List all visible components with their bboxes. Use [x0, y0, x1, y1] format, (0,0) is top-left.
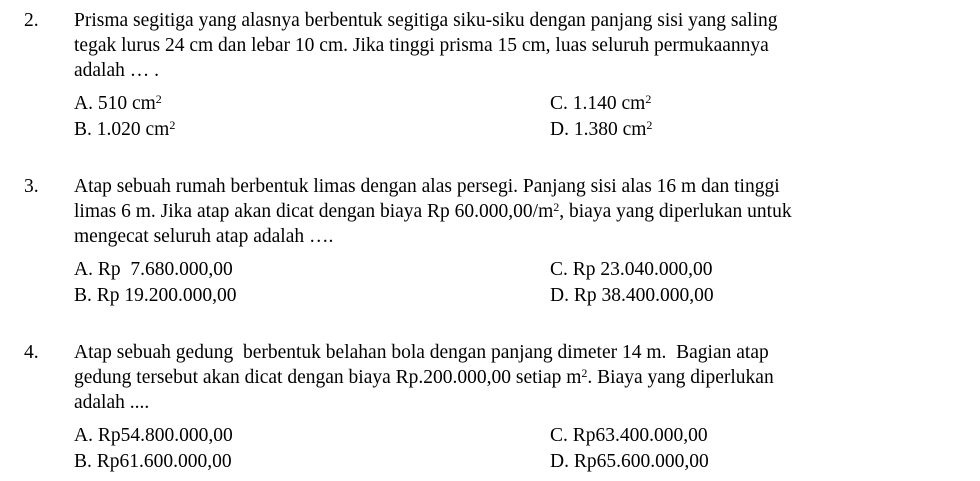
question-line-part: , biaya yang diperlukan untuk	[559, 201, 792, 222]
option-label: C.	[550, 259, 568, 280]
question-number: 3.	[24, 176, 39, 197]
option-b	[74, 283, 237, 308]
option-value: Rp 19.200.000,00	[96, 285, 237, 306]
question-line	[74, 365, 969, 390]
option-value: Rp 38.400.000,00	[573, 285, 714, 306]
option-a	[74, 257, 233, 282]
question-text	[74, 174, 969, 249]
question-line: adalah ....	[74, 392, 150, 413]
option-label: B.	[74, 285, 92, 306]
option-value: 1.020 cm	[96, 119, 170, 140]
question-line: Atap sebuah rumah berbentuk limas dengan alas persegi. Panjang sisi alas 16 m dan tinggi	[74, 176, 780, 197]
option-d	[550, 283, 714, 308]
option-value: 510 cm	[97, 93, 156, 114]
question-line: adalah … .	[74, 60, 160, 81]
question-line: mengecat seluruh atap adalah ….	[74, 226, 334, 247]
superscript: 2	[646, 118, 653, 132]
option-d	[550, 117, 652, 142]
superscript: 2	[553, 200, 560, 214]
option-b	[74, 449, 232, 474]
question-line: Prisma segitiga yang alasnya berbentuk segitiga siku-siku dengan panjang sisi yang saling	[74, 10, 778, 31]
option-value: 1.140 cm	[572, 93, 646, 114]
option-label: C.	[550, 93, 568, 114]
question-line-part: gedung tersebut akan dicat dengan biaya Rp.200.000,00 setiap m	[74, 367, 582, 388]
option-a	[74, 423, 233, 448]
option-value: Rp61.600.000,00	[96, 451, 232, 472]
question-line	[74, 199, 969, 224]
question-line-part: . Biaya yang diperlukan	[587, 367, 774, 388]
option-b	[74, 117, 175, 142]
option-label: B.	[74, 451, 92, 472]
superscript: 2	[581, 366, 588, 380]
option-c	[550, 423, 708, 448]
option-value: 1.380 cm	[573, 119, 647, 140]
option-value: Rp65.600.000,00	[573, 451, 709, 472]
option-value: Rp54.800.000,00	[97, 425, 233, 446]
option-value: Rp 23.040.000,00	[572, 259, 713, 280]
question-text	[74, 340, 969, 415]
option-label: A.	[74, 93, 93, 114]
question-number: 2.	[24, 10, 39, 31]
option-label: B.	[74, 119, 92, 140]
question-line: Atap sebuah gedung berbentuk belahan bola dengan panjang dimeter 14 m. Bagian atap	[74, 342, 769, 363]
superscript: 2	[155, 92, 162, 106]
superscript: 2	[169, 118, 176, 132]
question-text	[74, 8, 969, 83]
question-line: tegak lurus 24 cm dan lebar 10 cm. Jika tinggi prisma 15 cm, luas seluruh permukaannya	[74, 35, 769, 56]
option-label: D.	[550, 451, 569, 472]
option-label: A.	[74, 425, 93, 446]
option-value: Rp 7.680.000,00	[97, 259, 233, 280]
option-label: D.	[550, 119, 569, 140]
question-number: 4.	[24, 342, 39, 363]
option-c	[550, 91, 651, 116]
superscript: 2	[645, 92, 652, 106]
option-a	[74, 91, 162, 116]
option-label: A.	[74, 259, 93, 280]
option-d	[550, 449, 709, 474]
option-c	[550, 257, 713, 282]
option-value: Rp63.400.000,00	[572, 425, 708, 446]
option-label: D.	[550, 285, 569, 306]
option-label: C.	[550, 425, 568, 446]
question-line-part: limas 6 m. Jika atap akan dicat dengan biaya Rp 60.000,00/m	[74, 201, 554, 222]
